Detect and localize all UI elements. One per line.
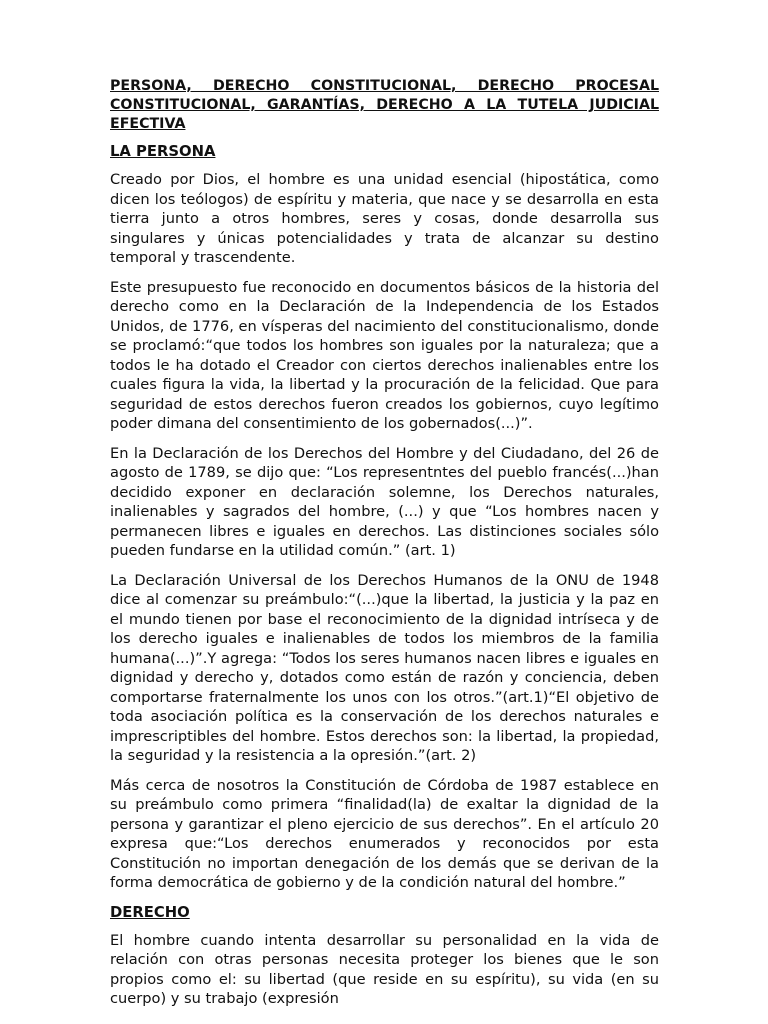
paragraph: Este presupuesto fue reconocido en documentos básicos de la historia del derecho como en la Declaración de la Independencia de los Estados Unidos, de 1776, en vísperas del nacimiento del constitucionalismo, donde se proclamó:“que todos los hombres son iguales por la naturaleza; que a todos le ha dotado el Creador con ciertos derechos inalienables entre los cuales figura la vida, la libertad y la procuración de la felicidad. Que para seguridad de estos derechos fueron creados los gobiernos, cuyo legítimo poder dimana del consentimiento de los gobernados(...)”. (110, 278, 659, 432)
paragraph: La Declaración Universal de los Derechos Humanos de la ONU de 1948 dice al comenzar su preámbulo:“(...)que la libertad, la justicia y la paz en el mundo tienen por base el reconocimiento de la dignidad intríseca y de los derecho iguales e inalienables de todos los miembros de la familia humana(...)”.Y agrega: “Todos los seres humanos nacen libres e iguales en dignidad y derecho y, dotados como están de razón y conciencia, deben comportarse fraternalmente los unos con los otros.”(art.1)“El objetivo de toda asociación política es la conservación de los derechos naturales e imprescriptibles del hombre. Estos derechos son: la libertad, la propiedad, la seguridad y la resistencia a la opresión.”(art. 2) (110, 571, 659, 764)
section-heading: DERECHO (110, 903, 190, 921)
paragraph: En la Declaración de los Derechos del Hombre y del Ciudadano, del 26 de agosto de 1789, se dijo que: “Los representntes del pueblo francés(...)han decidido exponer en declaración solemne, los Derechos naturales, inalienables y sagrados del hombre, (...) y que “Los hombres nacen y permanecen libres e iguales en derechos. Las distinciones sociales sólo pueden fundarse en la utilidad común.” (art. 1) (110, 444, 659, 559)
paragraph: El hombre cuando intenta desarrollar su personalidad en la vida de relación con otras personas necesita proteger los bienes que le son propios como el: su libertad (que reside en su espíritu), su vida (en su cuerpo) y su trabajo (expresión (110, 931, 659, 1007)
paragraph: Creado por Dios, el hombre es una unidad esencial (hipostática, como dicen los teólogos) de espíritu y materia, que nace y se desarrolla en esta tierra junto a otros hombres, seres y cosas, donde desarrolla sus singulares y únicas potencialidades y trata de alcanzar su destino temporal y trascendente. (110, 171, 659, 266)
section-derecho (110, 903, 659, 1009)
paragraph: Más cerca de nosotros la Constitución de Córdoba de 1987 establece en su preámbulo como primera “finalidad(la) de exaltar la dignidad de la persona y garantizar el pleno ejercicio de sus derechos”. En el artículo 20 expresa que:“Los derechos enumerados y reconocidos por esta Constitución no importan denegación de los demás que se derivan de la forma democrática de gobierno y de la condición natural del hombre.” (110, 776, 659, 891)
section-la-persona (110, 142, 659, 893)
document-title: PERSONA, DERECHO CONSTITUCIONAL, DERECHO PROCESAL CONSTITUCIONAL, GARANTÍAS, DERECHO A LA TUTELA JUDICIAL EFECTIVA (110, 78, 659, 132)
section-heading: LA PERSONA (110, 143, 216, 160)
